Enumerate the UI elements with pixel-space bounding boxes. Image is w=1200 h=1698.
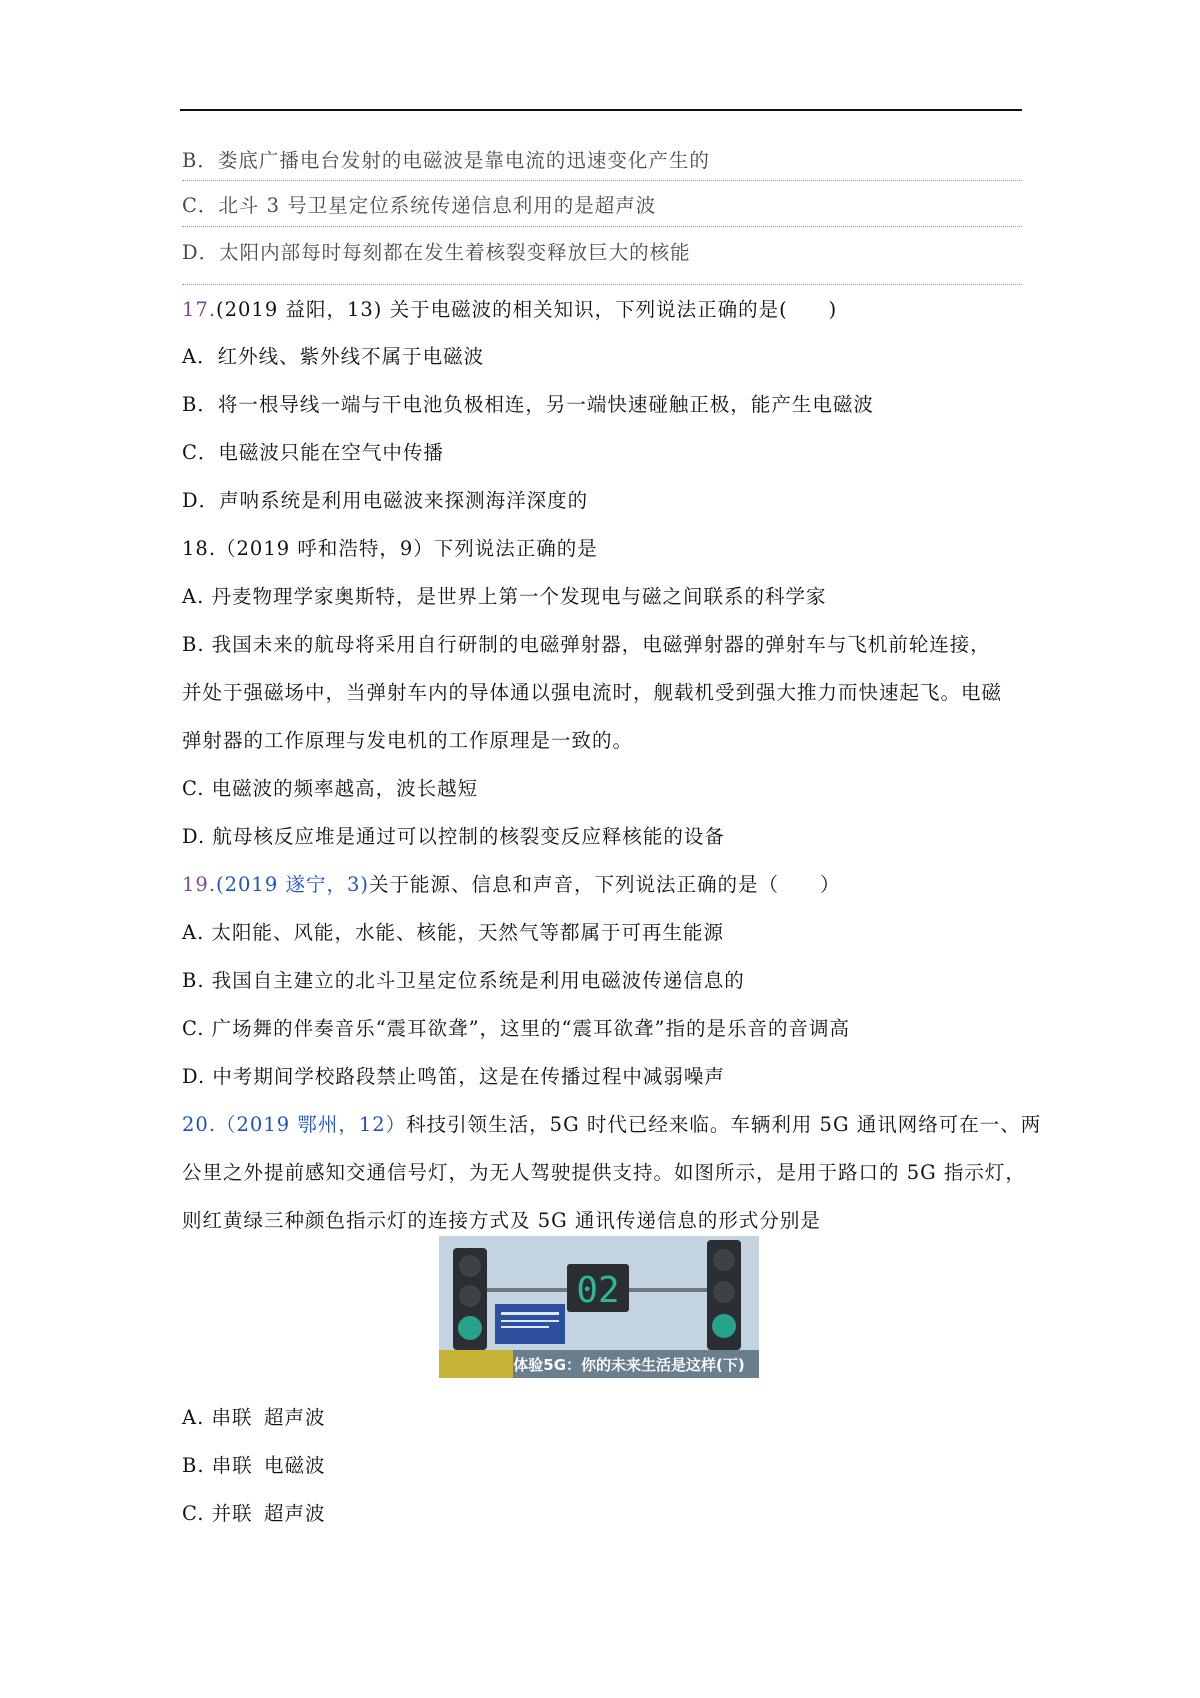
q18-option-d: D. 航母核反应堆是通过可以控制的核裂变反应释核能的设备 [182, 825, 725, 848]
q17-number: 17. [182, 298, 217, 321]
q19-stem [182, 872, 840, 898]
q20-option-c [182, 1501, 326, 1527]
q17-text: (2019 益阳，13) 关于电磁波的相关知识，下列说法正确的是( ) [216, 298, 838, 321]
q19-text: 关于能源、信息和声音，下列说法正确的是（ ） [368, 873, 841, 896]
q20-option-b-value: 电磁波 [264, 1454, 326, 1477]
traffic-light-illustration [439, 1236, 759, 1378]
q20-stem-line3: 则红黄绿三种颜色指示灯的连接方式及 5G 通讯传递信息的形式分别是 [182, 1209, 821, 1232]
q20-option-c-label: C. 并联 [182, 1502, 253, 1525]
q20-option-a-label: A. 串联 [182, 1406, 253, 1429]
q17-option-b: B．将一根导线一端与干电池负极相连，另一端快速碰触正极，能产生电磁波 [182, 393, 874, 416]
q19-option-a: A. 太阳能、风能，水能、核能，天然气等都属于可再生能源 [182, 921, 724, 944]
q20-option-c-value: 超声波 [264, 1502, 326, 1525]
q18-option-b-line2: 并处于强磁场中，当弹射车内的导体通以强电流时，舰载机受到强大推力而快速起飞。电磁 [182, 681, 1003, 704]
q18-option-b-line1: B. 我国未来的航母将采用自行研制的电磁弹射器，电磁弹射器的弹射车与飞机前轮连接， [182, 633, 991, 656]
q17-option-a: A．红外线、紫外线不属于电磁波 [182, 345, 485, 368]
q20-stem-line2: 公里之外提前感知交通信号灯，为无人驾驶提供支持。如图所示，是用于路口的 5G 指示灯， [182, 1161, 1026, 1184]
traffic-light-figure [439, 1236, 759, 1378]
dotted-separator [182, 180, 1022, 181]
q17-stem [182, 297, 837, 323]
q19-number: 19. [182, 873, 217, 896]
q16-option-c: C．北斗 3 号卫星定位系统传递信息利用的是超声波 [182, 194, 657, 217]
dotted-separator [182, 284, 1022, 285]
q16-option-d: D．太阳内部每时每刻都在发生着核裂变释放巨大的核能 [182, 241, 691, 264]
q18-option-a: A. 丹麦物理学家奥斯特，是世界上第一个发现电与磁之间联系的科学家 [182, 585, 827, 608]
q20-option-b-label: B. 串联 [182, 1454, 253, 1477]
q20-source: 20.（2019 鄂州，12） [182, 1113, 407, 1136]
q18-option-b-line3: 弹射器的工作原理与发电机的工作原理是一致的。 [182, 729, 634, 752]
q19-option-b: B. 我国自主建立的北斗卫星定位系统是利用电磁波传递信息的 [182, 969, 745, 992]
q20-option-b [182, 1453, 326, 1479]
q18-option-c: C. 电磁波的频率越高，波长越短 [182, 777, 479, 800]
q17-option-c: C．电磁波只能在空气中传播 [182, 441, 444, 464]
countdown-number: 02 [576, 1270, 620, 1311]
q18-stem: 18.（2019 呼和浩特，9）下列说法正确的是 [182, 537, 598, 560]
q20-stem-line1 [182, 1112, 1041, 1138]
q20-option-a-value: 超声波 [264, 1406, 326, 1429]
q19-option-c: C. 广场舞的伴奏音乐“震耳欲聋”，这里的“震耳欲聋”指的是乐音的音调高 [182, 1017, 850, 1040]
q20-option-a [182, 1405, 326, 1431]
header-rule [180, 109, 1022, 111]
q17-option-d: D．声呐系统是利用电磁波来探测海洋深度的 [182, 489, 589, 512]
dotted-separator [182, 226, 1022, 227]
q20-text: 科技引领生活，5G 时代已经来临。车辆利用 5G 通讯网络可在一、两 [406, 1113, 1042, 1136]
figure-caption: 体验5G：你的未来生活是这样(下) [513, 1356, 745, 1374]
q19-source: (2019 遂宁，3) [216, 873, 369, 896]
q16-option-b: B．娄底广播电台发射的电磁波是靠电流的迅速变化产生的 [182, 149, 710, 172]
q19-option-d: D. 中考期间学校路段禁止鸣笛，这是在传播过程中减弱噪声 [182, 1065, 725, 1088]
